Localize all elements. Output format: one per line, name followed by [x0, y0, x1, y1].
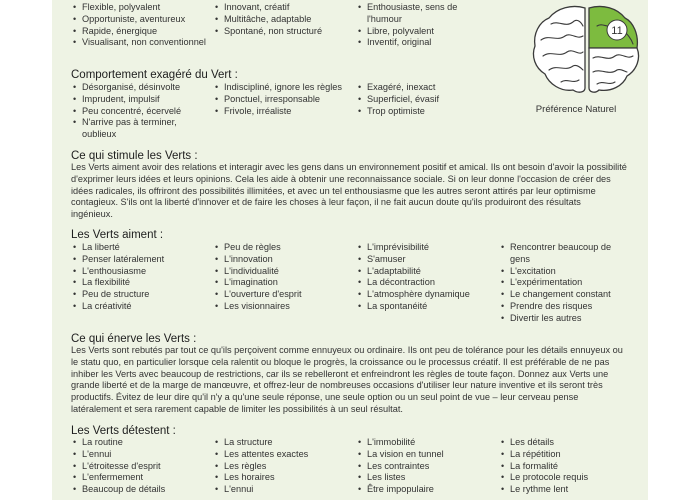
list-item: • Superficiel, évasif [356, 94, 466, 106]
list-item: • Libre, polyvalent [356, 26, 466, 38]
exagere-list-col2 [213, 82, 358, 117]
list-item: • La spontanéité [356, 301, 496, 313]
list-item: • Rapide, énergique [71, 26, 211, 38]
list-item: • L'atmosphère dynamique [356, 289, 496, 301]
brain-caption: Préférence Naturel [535, 104, 617, 115]
aiment-heading: Les Verts aiment : [71, 229, 164, 241]
list-item: • Innovant, créatif [213, 2, 353, 14]
exagere-list-col1 [71, 82, 211, 141]
list-item: • Prendre des risques [499, 301, 624, 313]
list-item: • La flexibilité [71, 277, 211, 289]
list-item: • Les horaires [213, 472, 353, 484]
detestent-list-col1 [71, 437, 211, 496]
traits-list-col2 [213, 2, 353, 37]
list-item: • Les attentes exactes [213, 449, 353, 461]
list-item: • L'enfermement [71, 472, 211, 484]
list-item: • Indiscipliné, ignore les règles [213, 82, 358, 94]
exagere-list-col3 [356, 82, 466, 117]
list-item: • La répétition [499, 449, 624, 461]
paragraph-line: le statu quo, en particulier lorsque cela ralentit ou bloque le progrès, la croissance ou le processus créatif. Il est préférable de ne pas [71, 356, 610, 367]
list-item: • La créativité [71, 301, 211, 313]
aiment-list-col1 [71, 242, 211, 313]
list-item: • Imprudent, impulsif [71, 94, 211, 106]
list-item: • Trop optimiste [356, 106, 466, 118]
list-item: • Frivole, irréaliste [213, 106, 358, 118]
list-item: • Peu de règles [213, 242, 353, 254]
list-item: • Exagéré, inexact [356, 82, 466, 94]
paragraph-line: latéralement et sera rarement capable de limiter les possibilités à un seul résultat. [71, 403, 403, 414]
paragraph-line: Les Verts sont rebutés par tout ce qu'ils perçoivent comme ennuyeux ou ordinaire. Ils ont peu de tolérance pour les détails ennuyeux ou [71, 345, 623, 355]
paragraph-line: d'exprimer leurs idées et leurs opinions. Cela les aide à obtenir une reconnaissance sociale. Si on leur donne l'occasion de créer des [71, 173, 611, 184]
list-item: • La vision en tunnel [356, 449, 496, 461]
paragraph-line: contagieux. S'ils ont la liberté d'innover et de faire les choses à leur façon, il ne fait aucun doute qu'ils produiront des résultats [71, 197, 581, 208]
list-item: • L'individualité [213, 266, 353, 278]
list-item: • La formalité [499, 461, 624, 473]
list-item: • L'enthousiasme [71, 266, 211, 278]
list-item: • L'imprévisibilité [356, 242, 496, 254]
paragraph-line: ingénieux. [71, 209, 113, 220]
list-item: • Peu de structure [71, 289, 211, 301]
enerve-heading: Ce qui énerve les Verts : [71, 333, 197, 345]
list-item: • Désorganisé, désinvolte [71, 82, 211, 94]
list-item: • Inventif, original [356, 37, 466, 49]
list-item: • L'expérimentation [499, 277, 624, 289]
list-item: • La routine [71, 437, 211, 449]
list-item: • Peu concentré, écervelé [71, 106, 211, 118]
aiment-list-col2 [213, 242, 353, 313]
paragraph-line: grande liberté et de la marge de manœuvre, et offrez-leur de nombreuses occasions d'utiliser leur nature inventive et ils seront très [71, 380, 603, 391]
list-item: • L'adaptabilité [356, 266, 496, 278]
list-item: • Le protocole requis [499, 472, 624, 484]
paragraph-line: inhiber les Verts avec beaucoup de restrictions, car ils se rebelleront et enfreindront les règles de toute façon. Donnez aux Verts une [71, 368, 609, 379]
list-item: • L'immobilité [356, 437, 496, 449]
aiment-list-col4 [499, 242, 624, 325]
list-item: • Les détails [499, 437, 624, 449]
list-item: • Enthousiaste, sens de l'humour [356, 2, 466, 26]
list-item: • L'ouverture d'esprit [213, 289, 353, 301]
list-item: • L'imagination [213, 277, 353, 289]
list-item: • Être impopulaire [356, 484, 496, 496]
list-item: • Le rythme lent [499, 484, 624, 496]
paragraph-line: Les Verts aiment avoir des relations et interagir avec les gens dans un environnement positif et amical. Ils ont besoin d'avoir la possibilité [71, 162, 627, 172]
detestent-list-col3 [356, 437, 496, 496]
paragraph-line: productifs. Évitez de leur dire qu'il n'y a qu'une seule réponse, une seule option ou un seul point de vue – leur cerveau pense [71, 392, 579, 403]
list-item: • L'excitation [499, 266, 624, 278]
stimule-heading: Ce qui stimule les Verts : [71, 150, 198, 162]
list-item: • Penser latéralement [71, 254, 211, 266]
document-page [52, 0, 648, 500]
list-item: • La décontraction [356, 277, 496, 289]
detestent-heading: Les Verts détestent : [71, 425, 176, 437]
exagere-heading: Comportement exagéré du Vert : [71, 69, 238, 81]
list-item: • L'étroitesse d'esprit [71, 461, 211, 473]
list-item: • Divertir les autres [499, 313, 624, 325]
brain-icon [527, 0, 647, 100]
enerve-paragraph [71, 345, 643, 416]
traits-list-col1 [71, 2, 211, 49]
list-item: • Spontané, non structuré [213, 26, 353, 38]
brain-number: 11 [611, 25, 623, 37]
list-item: • Ponctuel, irresponsable [213, 94, 358, 106]
traits-list-col3 [356, 2, 466, 49]
list-item: • Les listes [356, 472, 496, 484]
list-item: • Les visionnaires [213, 301, 353, 313]
brain-illustration [527, 0, 647, 120]
list-item: • La structure [213, 437, 353, 449]
list-item: • Flexible, polyvalent [71, 2, 211, 14]
detestent-list-col4 [499, 437, 624, 496]
list-item: • Le changement constant [499, 289, 624, 301]
list-item: • L'ennui [71, 449, 211, 461]
list-item: • Multitâche, adaptable [213, 14, 353, 26]
list-item: • Opportuniste, aventureux [71, 14, 211, 26]
detestent-list-col2 [213, 437, 353, 496]
list-item: • Les contraintes [356, 461, 496, 473]
list-item: • Visualisant, non conventionnel [71, 37, 211, 49]
list-item: • N'arrive pas à terminer, oublieux [71, 117, 211, 141]
list-item: • Beaucoup de détails [71, 484, 211, 496]
list-item: • L'ennui [213, 484, 353, 496]
stimule-paragraph [71, 162, 643, 221]
list-item: • Rencontrer beaucoup de gens [499, 242, 624, 266]
list-item: • Les règles [213, 461, 353, 473]
list-item: • L'innovation [213, 254, 353, 266]
paragraph-line: idées radicales, ils offriront des possibilités illimitées, et avec un tel enthousiasme que les autres seront attirés par leur optimisme [71, 185, 596, 196]
list-item: • La liberté [71, 242, 211, 254]
list-item: • S'amuser [356, 254, 496, 266]
aiment-list-col3 [356, 242, 496, 313]
